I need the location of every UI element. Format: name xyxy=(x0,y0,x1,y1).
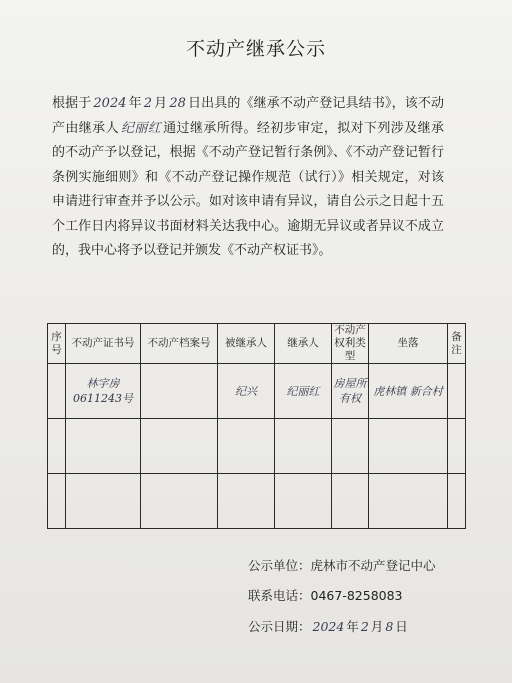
publisher-value: 虎林市不动产登记中心 xyxy=(310,558,436,573)
phone-label: 联系电话： xyxy=(248,588,311,603)
cell-decedent xyxy=(218,419,275,474)
handwritten-heir: 纪丽红 xyxy=(120,120,162,136)
cell-remarks xyxy=(448,419,466,474)
cell-heir xyxy=(275,419,332,474)
cell-cert-number xyxy=(66,474,141,529)
date-day-char: 日 xyxy=(395,619,408,634)
body-text-4: 日出具的《继承不动产登记具结书》，该不动产由继承人 xyxy=(52,96,444,136)
cell-index xyxy=(48,474,66,529)
cell-right-type xyxy=(332,419,369,474)
header-right-type: 不动产权利类型 xyxy=(332,324,369,364)
header-index: 序号 xyxy=(48,324,66,364)
date-month: 2 xyxy=(360,619,369,634)
cell-heir xyxy=(275,474,332,529)
publisher-label: 公示单位： xyxy=(248,558,311,573)
document-title: 不动产继承公示 xyxy=(185,38,326,60)
cell-index xyxy=(48,419,66,474)
cell-archive-number xyxy=(141,364,218,419)
body-text-1: 根据于 xyxy=(52,96,92,111)
header-archive-number: 不动产档案号 xyxy=(141,324,218,364)
cell-archive-number xyxy=(141,419,218,474)
handwritten-year: 2024 xyxy=(93,96,127,111)
cell-right-type xyxy=(332,474,369,529)
table-row xyxy=(48,364,466,419)
cell-right-type: 房屋所有权 xyxy=(332,364,369,419)
property-table-wrapper xyxy=(47,323,465,519)
cell-location xyxy=(369,474,448,529)
date-line xyxy=(248,617,408,635)
header-location: 坐落 xyxy=(369,324,448,364)
body-text-5: 通过继承所得。经初步审定，拟对下列涉及继承的不动产予以登记，根据《不动产登记暂行条例》、《不动产登记暂行条例实施细则》和《不动产登记操作规范（试行）》相关规定，对该申请进行审查并予以公示。如对该申请有异议，请自公示之日起十五个工作日内将异议书面材料关达我中心。逾期无异议或者异议不成立的，我中心将予以登记并颁发《不动产权证书》。 xyxy=(52,120,444,258)
header-remarks: 备注 xyxy=(448,324,466,364)
notice-body xyxy=(52,92,444,264)
phone-line xyxy=(248,586,403,604)
body-text-3: 月 xyxy=(154,96,168,111)
cell-location xyxy=(369,419,448,474)
cell-location: 虎林镇 新合村 xyxy=(369,364,448,419)
header-decedent: 被继承人 xyxy=(218,324,275,364)
cell-index xyxy=(48,364,66,419)
cell-remarks xyxy=(448,474,466,529)
date-label: 公示日期： xyxy=(248,619,311,634)
date-month-char: 月 xyxy=(370,619,384,634)
date-year-char: 年 xyxy=(346,619,359,634)
cell-cert-number: 林字房 0611243号 xyxy=(66,364,141,419)
body-text-2: 年 xyxy=(128,96,142,111)
cell-decedent: 纪兴 xyxy=(218,364,275,419)
header-cert-number: 不动产证书号 xyxy=(66,324,141,364)
cell-cert-number xyxy=(66,419,141,474)
handwritten-day: 28 xyxy=(169,96,186,111)
table-row xyxy=(48,419,466,474)
property-table xyxy=(47,323,466,529)
table-header-row xyxy=(48,324,466,364)
cell-archive-number xyxy=(141,474,218,529)
cell-decedent xyxy=(218,474,275,529)
header-heir: 继承人 xyxy=(275,324,332,364)
phone-value: 0467-8258083 xyxy=(310,588,403,603)
table-row xyxy=(48,474,466,529)
handwritten-month: 2 xyxy=(143,96,153,111)
publisher-line xyxy=(248,556,436,574)
date-day: 8 xyxy=(385,619,394,634)
date-year: 2024 xyxy=(312,619,345,634)
cell-remarks xyxy=(448,364,466,419)
cell-heir: 纪丽红 xyxy=(275,364,332,419)
